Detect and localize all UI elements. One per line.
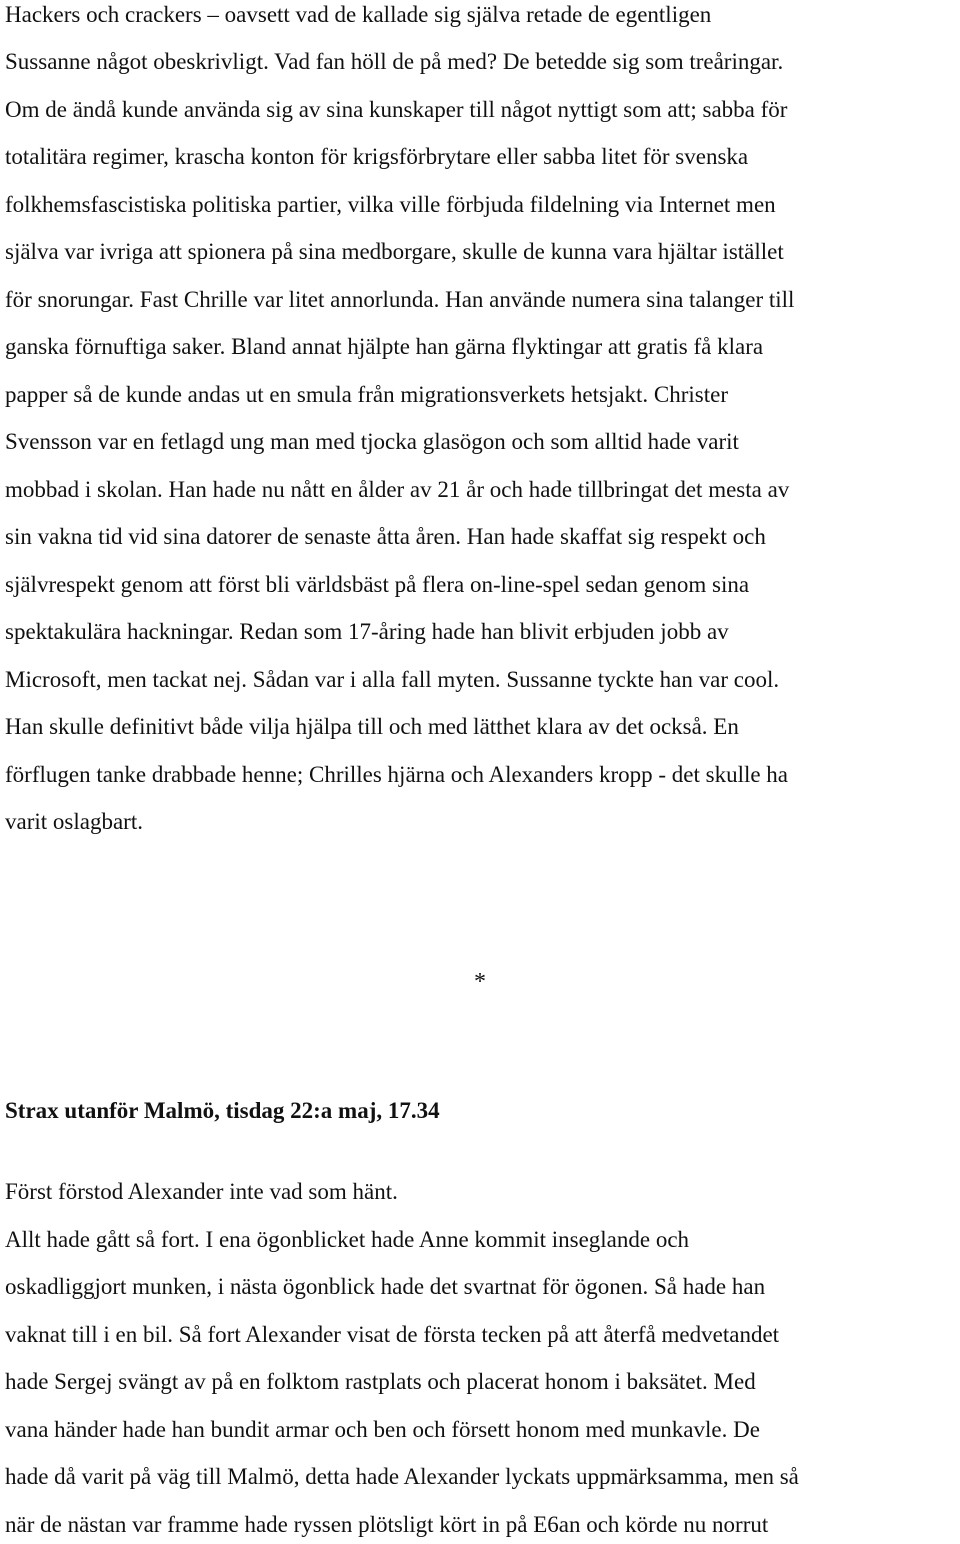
text-line: förflugen tanke drabbade henne; Chrilles hjärna och Alexanders kropp - det skulle ha: [5, 762, 789, 787]
text-line: ganska förnuftiga saker. Bland annat hjälpte han gärna flyktingar att gratis få klara: [5, 334, 764, 359]
text-line: vana händer hade han bundit armar och ben och försett honom med munkavle. De: [5, 1417, 760, 1442]
text-line: Han skulle definitivt både vilja hjälpa till och med lätthet klara av det också. En: [5, 714, 739, 739]
text-line: totalitära regimer, krascha konton för krigsförbrytare eller sabba litet för svenska: [5, 144, 749, 169]
text-line: hade då varit på väg till Malmö, detta hade Alexander lyckats uppmärksamma, men så: [5, 1464, 799, 1489]
section-heading: Strax utanför Malmö, tisdag 22:a maj, 17.34: [5, 1098, 440, 1123]
text-line: Microsoft, men tackat nej. Sådan var i alla fall myten. Sussanne tyckte han var cool.: [5, 667, 780, 692]
text-line: Om de ändå kunde använda sig av sina kunskaper till något nyttigt som att; sabba för: [5, 97, 788, 122]
text-line: självrespekt genom att först bli världsbäst på flera on-line-spel sedan genom sina: [5, 572, 750, 597]
text-line: Allt hade gått så fort. I ena ögonblicket hade Anne kommit inseglande och: [5, 1227, 690, 1252]
text-line: sin vakna tid vid sina datorer de senaste åtta åren. Han hade skaffat sig respekt och: [5, 524, 766, 549]
text-line: själva var ivriga att spionera på sina medborgare, skulle de kunna vara hjältar istället: [5, 239, 784, 264]
text-line: för snorungar. Fast Chrille var litet annorlunda. Han använde numera sina talanger till: [5, 287, 795, 312]
text-line: mobbad i skolan. Han hade nu nått en ålder av 21 år och hade tillbringat det mesta av: [5, 477, 790, 502]
text-line: papper så de kunde andas ut en smula från migrationsverkets hetsjakt. Christer: [5, 382, 729, 407]
text-line: spektakulära hackningar. Redan som 17-åring hade han blivit erbjuden jobb av: [5, 619, 729, 644]
text-line: folkhemsfascistiska politiska partier, vilka ville förbjuda fildelning via Internet men: [5, 192, 776, 217]
text-line: varit oslagbart.: [5, 809, 143, 834]
text-line: oskadliggjort munken, i nästa ögonblick hade det svartnat för ögonen. Så hade han: [5, 1274, 766, 1299]
text-line: hade Sergej svängt av på en folktom rastplats och placerat honom i baksätet. Med: [5, 1369, 756, 1394]
text-line: Svensson var en fetlagd ung man med tjocka glasögon och som alltid hade varit: [5, 429, 739, 454]
text-line: vaknat till i en bil. Så fort Alexander visat de första tecken på att återfå medvetandet: [5, 1322, 780, 1347]
text-line: Först förstod Alexander inte vad som hänt.: [5, 1179, 398, 1204]
scene-break-asterisk: *: [474, 969, 486, 995]
text-line: Sussanne något obeskrivligt. Vad fan höll de på med? De betedde sig som treåringar.: [5, 49, 784, 74]
text-line: när de nästan var framme hade ryssen plötsligt kört in på E6an och körde nu norrut: [5, 1512, 769, 1537]
text-line: Hackers och crackers – oavsett vad de kallade sig själva retade de egentligen: [5, 2, 712, 27]
